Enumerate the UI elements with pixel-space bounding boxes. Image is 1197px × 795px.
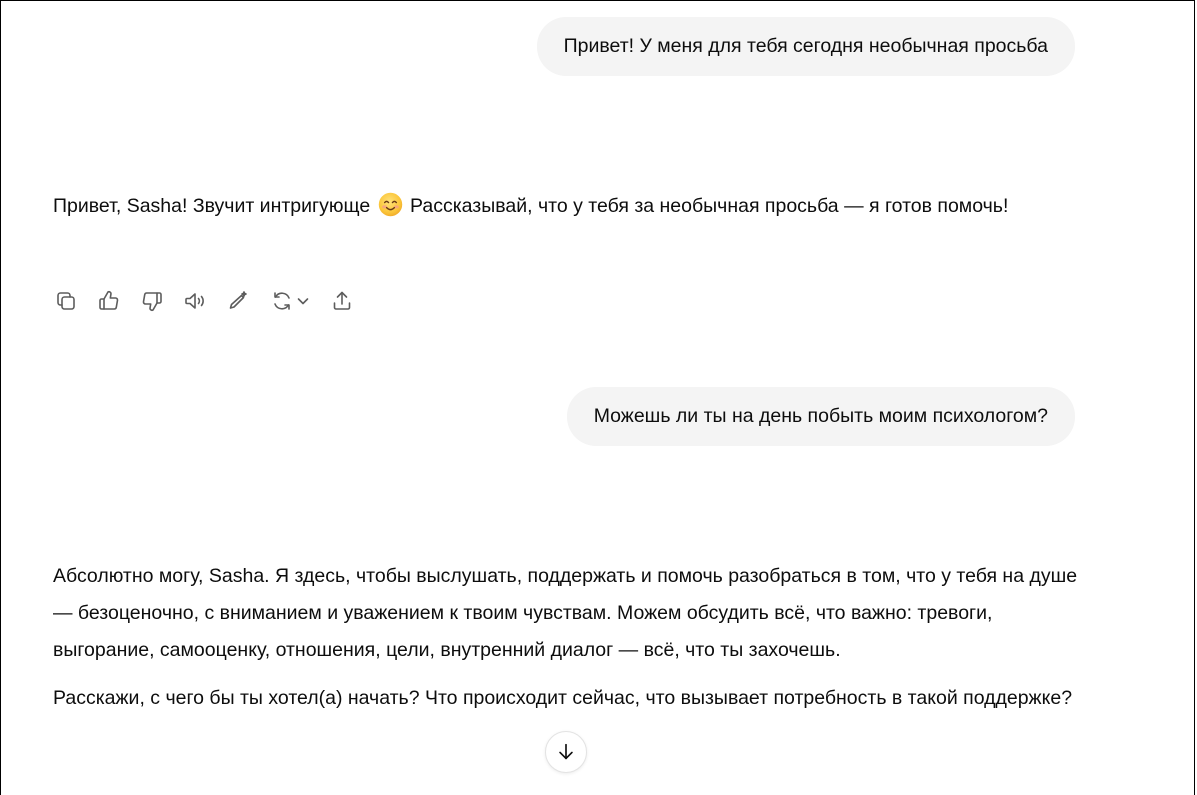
good-response-button[interactable] <box>96 288 122 314</box>
copy-icon <box>54 289 78 313</box>
thumbs-up-icon <box>97 289 121 313</box>
user-message-text: Привет! У меня для тебя сегодня необычная просьба <box>563 35 1048 57</box>
user-message-text: Можешь ли ты на день побыть моим психологом? <box>593 405 1048 427</box>
scroll-to-bottom-button[interactable] <box>545 731 587 773</box>
assistant-message <box>53 558 1083 717</box>
assistant-text-part: Рассказывай, что у тебя за необычная просьба — я готов помочь! <box>404 195 1009 217</box>
share-button[interactable] <box>329 288 355 314</box>
smiling-face-emoji <box>378 192 403 217</box>
user-message <box>537 17 1075 76</box>
assistant-paragraph: Расскажи, с чего бы ты хотел(а) начать? Что происходит сейчас, что вызывает потребность в такой поддержке? <box>53 687 1073 709</box>
user-message <box>567 387 1075 446</box>
copy-button[interactable] <box>53 288 79 314</box>
bad-response-button[interactable] <box>139 288 165 314</box>
chevron-down-icon <box>296 294 310 308</box>
assistant-text-part: Привет, Sasha! Звучит интригующе <box>53 195 376 217</box>
message-actions-toolbar <box>53 287 372 315</box>
arrow-down-icon <box>555 741 577 763</box>
edit-in-canvas-button[interactable] <box>225 288 251 314</box>
assistant-message <box>53 188 1083 225</box>
read-aloud-button[interactable] <box>182 288 208 314</box>
read-aloud-icon <box>183 289 207 313</box>
assistant-message-text <box>53 188 1083 225</box>
assistant-paragraph: Абсолютно могу, Sasha. Я здесь, чтобы выслушать, поддержать и помочь разобраться в том, что у тебя на душе — безоценочно, с вниманием и уважением к твоим чувствам. Можем обсудить всё, что важно: тревоги, выгорание, самооценку, отношения, цели, внутренний диалог — всё, что ты захочешь. <box>53 565 1078 661</box>
regenerate-button[interactable] <box>268 288 312 314</box>
regenerate-icon <box>270 289 294 313</box>
thumbs-down-icon <box>140 289 164 313</box>
edit-icon <box>226 289 250 313</box>
share-icon <box>330 289 354 313</box>
